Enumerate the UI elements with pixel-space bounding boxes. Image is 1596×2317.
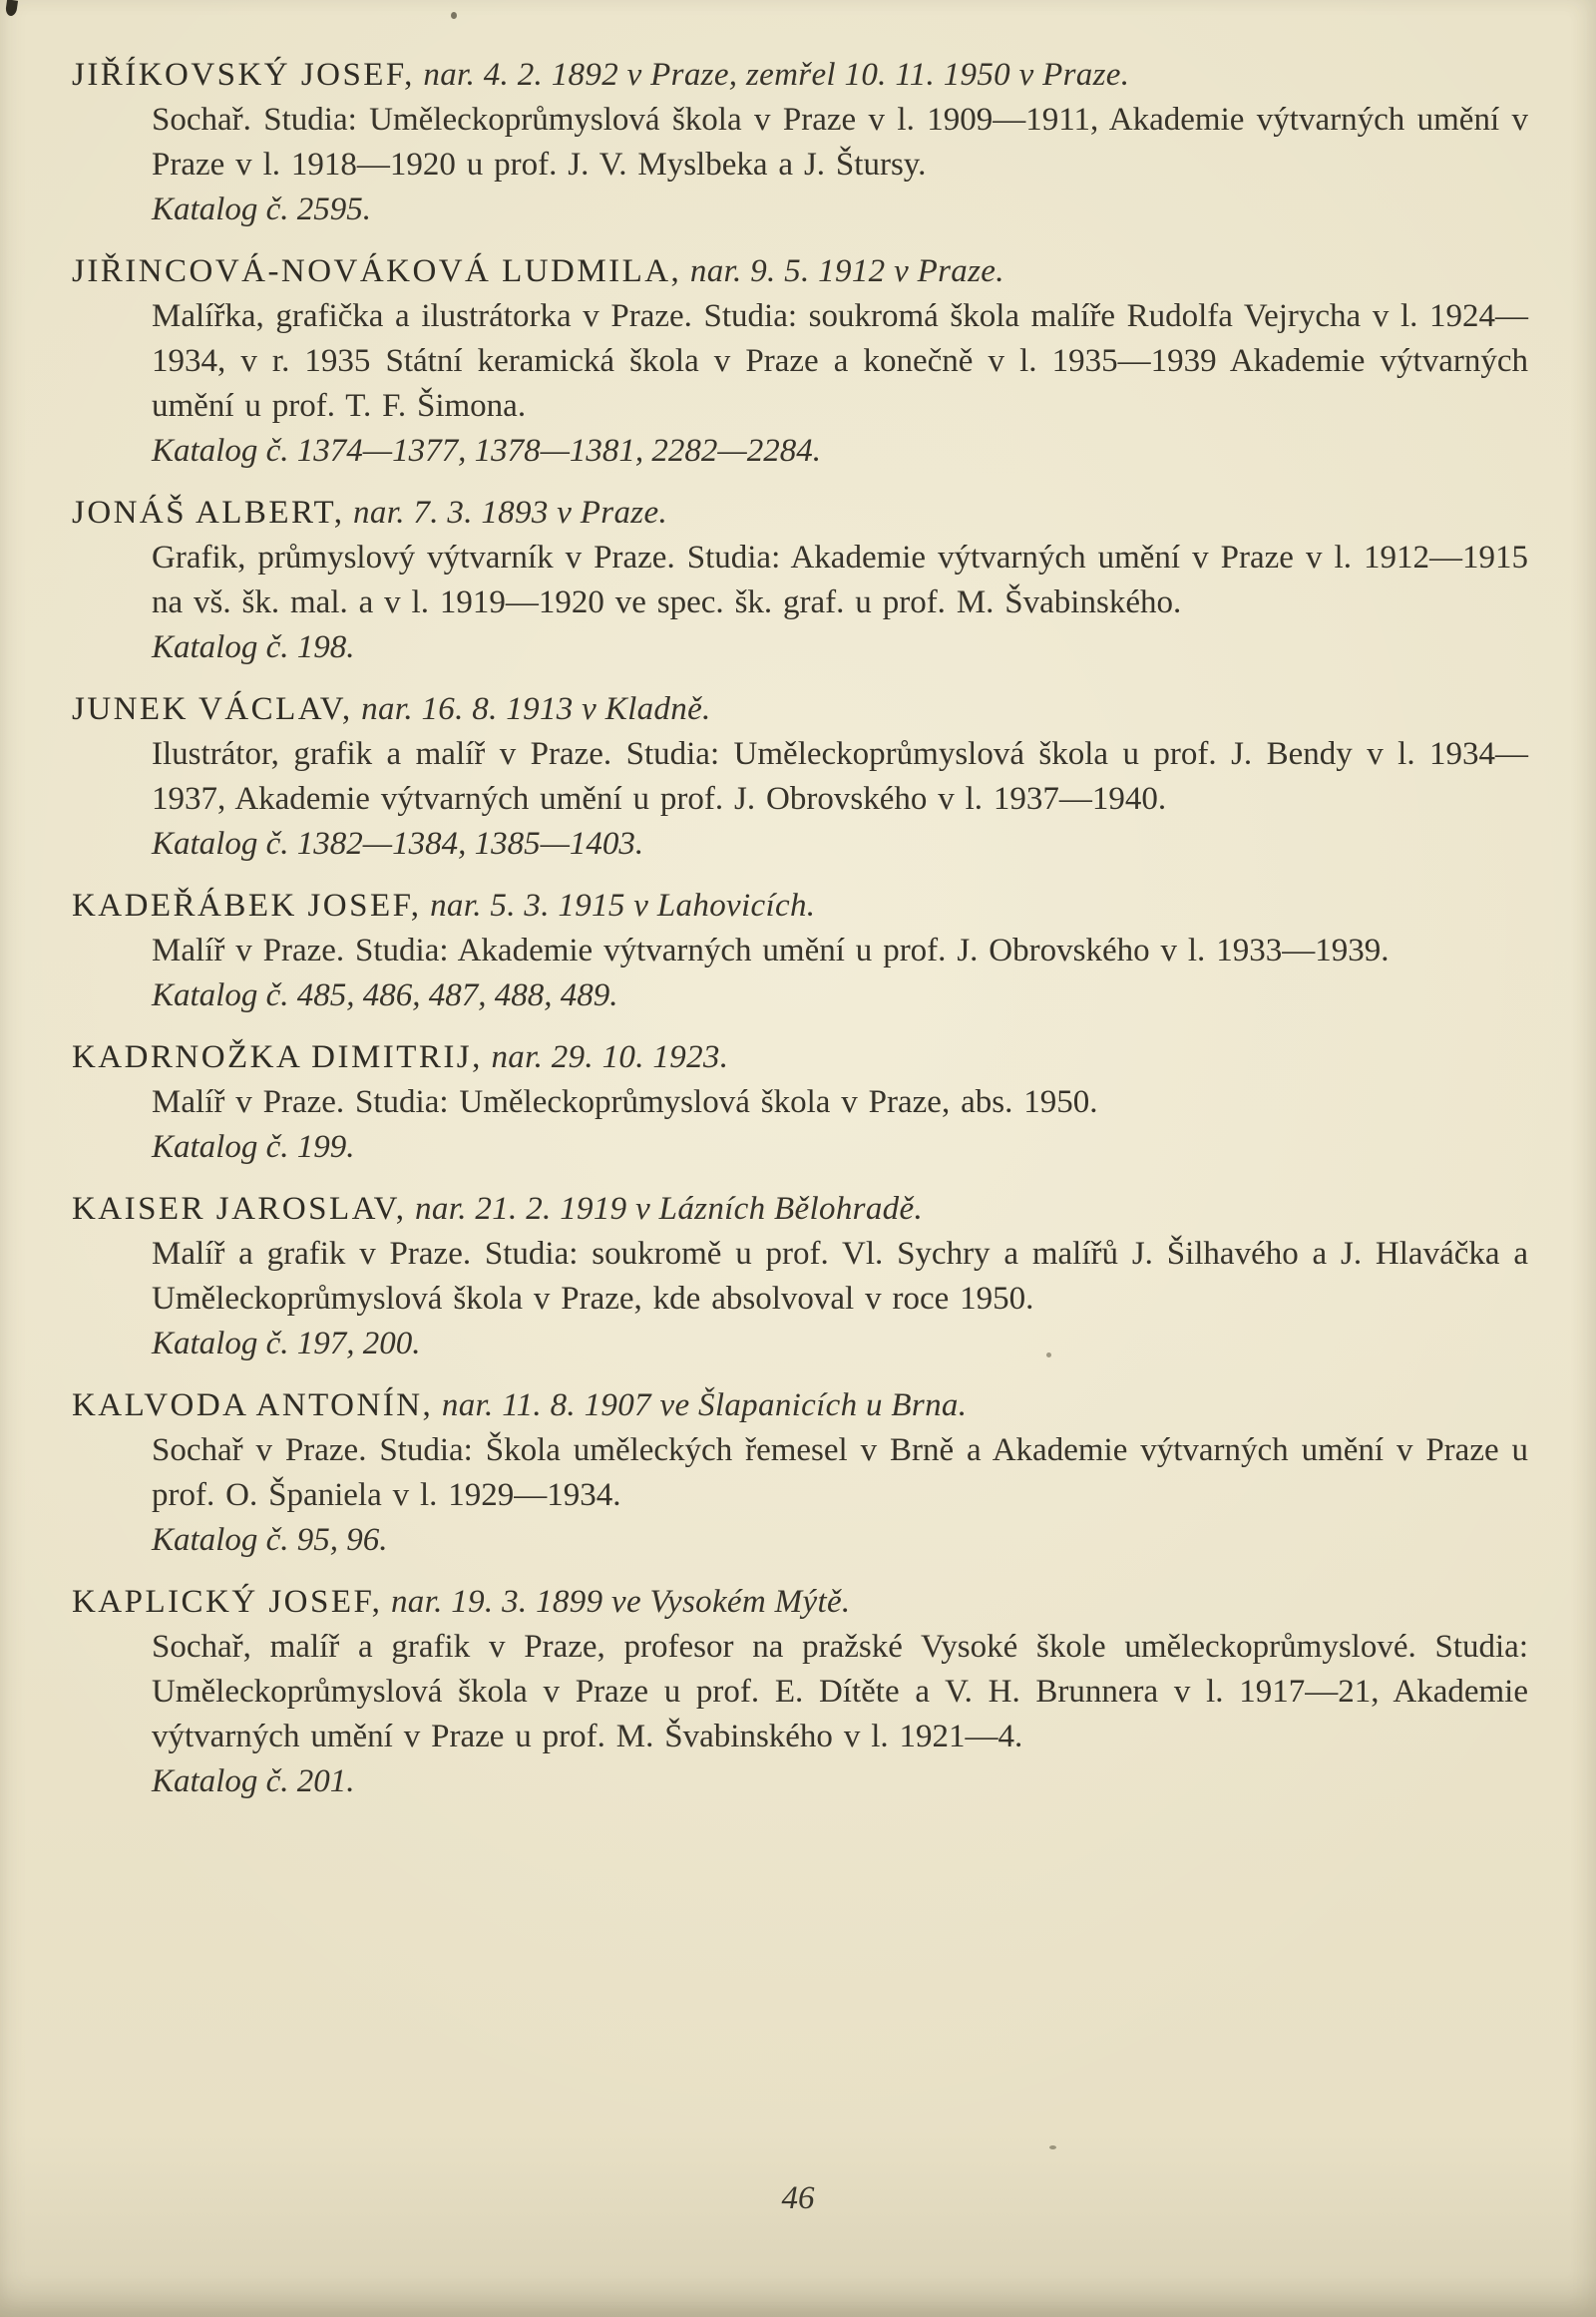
artist-name: JIŘINCOVÁ-NOVÁKOVÁ LUDMILA,: [72, 253, 682, 289]
artist-name: KALVODA ANTONÍN,: [72, 1387, 434, 1423]
entry-biography: Malíř v Praze. Studia: Uměleckoprůmyslová škola v Praze, abs. 1950.: [152, 1084, 1098, 1120]
entry-katalog: Katalog č. 95, 96.: [152, 1522, 388, 1558]
entry-heading: [72, 1382, 1528, 1428]
artist-entry-kalvoda: [72, 1382, 1528, 1563]
scan-speck-icon: [5, 0, 18, 17]
artist-entry-jirikovsky: [72, 52, 1528, 232]
artist-dates: nar. 11. 8. 1907 ve Šlapanicích u Brna.: [433, 1387, 968, 1423]
text-block: [72, 52, 1528, 1820]
artist-name: KADEŘÁBEK JOSEF,: [72, 888, 422, 924]
entry-heading: [72, 248, 1528, 294]
artist-name: KADRNOŽKA DIMITRIJ,: [72, 1039, 483, 1075]
entry-biography: Sochař, malíř a grafik v Praze, profesor na pražské Vysoké škole uměleckoprůmyslové. Studia: Uměleckoprůmyslová škola v Praze u prof. E. Dítěte a V. H. Brunnera v l. 1917—21, Akademie výtvarných umění v Praze u prof. M. Švabinského v l. 1921—4.: [152, 1629, 1528, 1754]
entry-heading: [72, 1579, 1528, 1625]
entry-biography: Grafik, průmyslový výtvarník v Praze. Studia: Akademie výtvarných umění v Praze v l. 1912—1915 na vš. šk. mal. a v l. 1919—1920 ve spec. šk. graf. u prof. M. Švabinského.: [152, 540, 1528, 620]
artist-entry-jirincova: [72, 248, 1528, 474]
artist-name: KAISER JAROSLAV,: [72, 1191, 407, 1227]
artist-dates: nar. 19. 3. 1899 ve Vysokém Mýtě.: [382, 1584, 851, 1620]
page-number: 46: [781, 2180, 815, 2216]
entry-katalog: Katalog č. 485, 486, 487, 488, 489.: [152, 977, 618, 1013]
artist-entry-kaplicky: [72, 1579, 1528, 1804]
entry-katalog: Katalog č. 201.: [152, 1763, 355, 1799]
artist-entry-kaderabek: [72, 883, 1528, 1018]
artist-dates: nar. 21. 2. 1919 v Lázních Bělohradě.: [406, 1191, 924, 1227]
entry-katalog: Katalog č. 199.: [152, 1129, 355, 1165]
entry-katalog: Katalog č. 197, 200.: [152, 1326, 421, 1361]
entry-biography: Malíř a grafik v Praze. Studia: soukromě u prof. Vl. Sychry a malířů J. Šilhavého a J. Hlaváčka a Uměleckoprůmyslová škola v Praze, kde absolvoval v roce 1950.: [152, 1236, 1528, 1317]
entry-katalog: Katalog č. 1374—1377, 1378—1381, 2282—2284.: [152, 433, 822, 469]
artist-dates: nar. 5. 3. 1915 v Lahovicích.: [421, 888, 816, 924]
artist-dates: nar. 4. 2. 1892 v Praze, zemřel 10. 11. 1950 v Praze.: [414, 57, 1130, 93]
entry-heading: [72, 686, 1528, 732]
entry-heading: [72, 52, 1528, 98]
entry-heading: [72, 883, 1528, 929]
entry-katalog: Katalog č. 198.: [152, 629, 355, 665]
entry-biography: Sochař v Praze. Studia: Škola uměleckých řemesel v Brně a Akademie výtvarných umění v Praze u prof. O. Španiela v l. 1929—1934.: [152, 1432, 1528, 1513]
artist-dates: nar. 7. 3. 1893 v Praze.: [344, 495, 668, 531]
entry-biography: Malířka, grafička a ilustrátorka v Praze. Studia: soukromá škola malíře Rudolfa Vejrycha v l. 1924—1934, v r. 1935 Státní keramická škola v Praze a konečně v l. 1935—1939 Akademie výtvarných umění u prof. T. F. Šimona.: [152, 298, 1528, 424]
artist-entry-jonas: [72, 490, 1528, 670]
entry-biography: Malíř v Praze. Studia: Akademie výtvarných umění u prof. J. Obrovského v l. 1933—1939.: [152, 933, 1390, 968]
scan-speck-icon: [451, 12, 457, 19]
entry-biography: Ilustrátor, grafik a malíř v Praze. Studia: Uměleckoprůmyslová škola u prof. J. Bendy v l. 1934—1937, Akademie výtvarných umění u prof. J. Obrovského v l. 1937—1940.: [152, 736, 1528, 817]
artist-dates: nar. 29. 10. 1923.: [482, 1039, 729, 1075]
artist-name: KAPLICKÝ JOSEF,: [72, 1584, 383, 1620]
artist-name: JUNEK VÁCLAV,: [72, 691, 353, 727]
artist-dates: nar. 9. 5. 1912 v Praze.: [681, 253, 1004, 289]
artist-dates: nar. 16. 8. 1913 v Kladně.: [352, 691, 711, 727]
artist-entry-kaiser: [72, 1186, 1528, 1366]
entry-heading: [72, 1186, 1528, 1232]
entry-heading: [72, 490, 1528, 536]
entry-katalog: Katalog č. 1382—1384, 1385—1403.: [152, 826, 644, 862]
scan-speck-icon: [1049, 2145, 1056, 2149]
artist-entry-kadrnozka: [72, 1034, 1528, 1170]
entry-biography: Sochař. Studia: Uměleckoprůmyslová škola v Praze v l. 1909—1911, Akademie výtvarných umění v Praze v l. 1918—1920 u prof. J. V. Myslbeka a J. Štursy.: [152, 102, 1528, 183]
entry-heading: [72, 1034, 1528, 1080]
artist-name: JIŘÍKOVSKÝ JOSEF,: [72, 57, 415, 93]
artist-entry-junek: [72, 686, 1528, 867]
entry-katalog: Katalog č. 2595.: [152, 192, 371, 227]
artist-name: JONÁŠ ALBERT,: [72, 495, 345, 531]
